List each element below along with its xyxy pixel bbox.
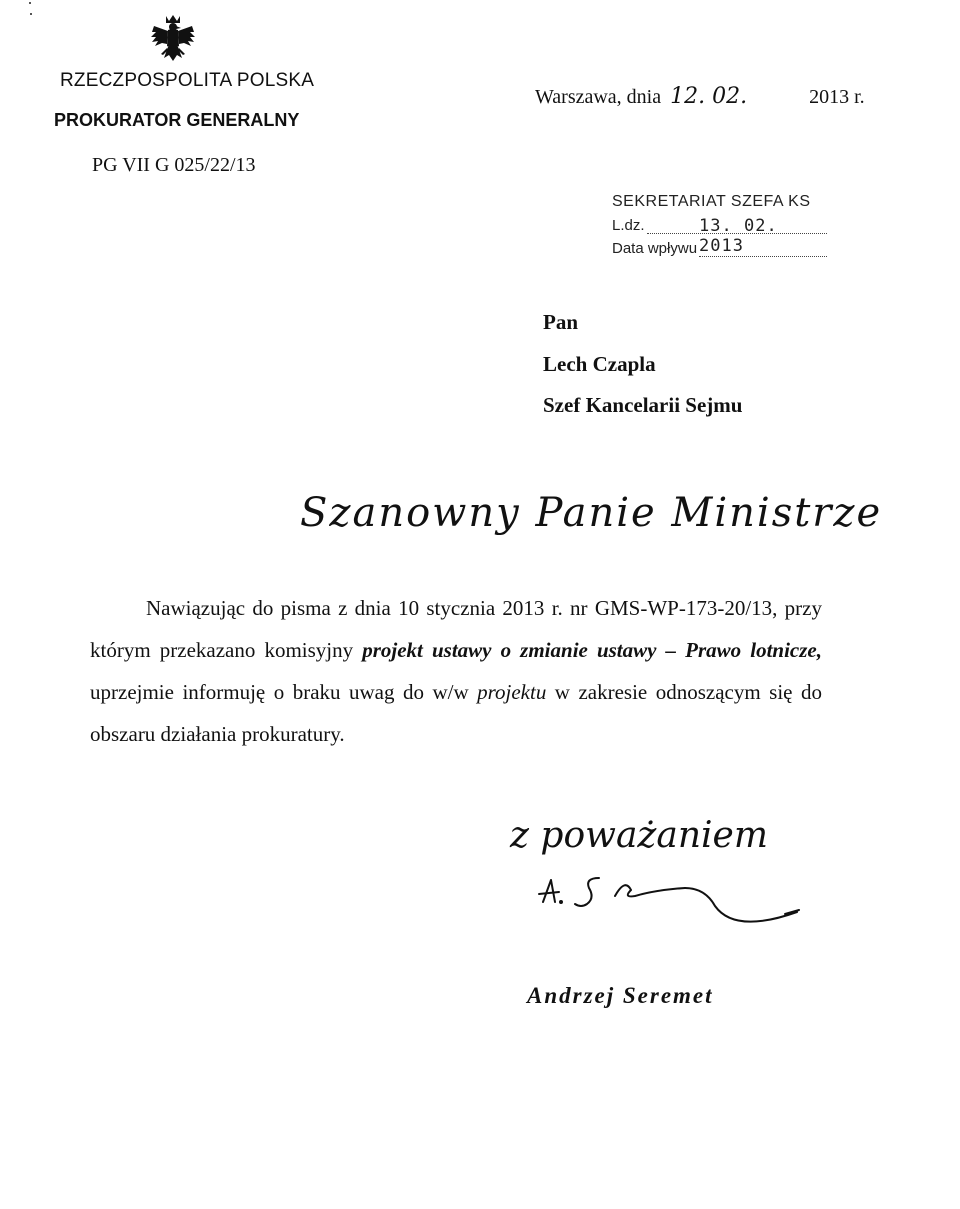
stamp-date-dots xyxy=(699,216,827,257)
case-signature: PG VII G 025/22/13 xyxy=(92,154,256,176)
handwritten-closing: z poważaniem xyxy=(510,815,768,856)
place-date-year: 2013 r. xyxy=(809,86,865,108)
place-and-date xyxy=(535,84,865,109)
body-part-3: w zakresie odnoszącym się do obszaru działania prokuratury. xyxy=(90,680,822,746)
eagle-emblem-icon xyxy=(150,14,196,66)
stamp-date-value: 13. 02. 2013 xyxy=(699,216,778,256)
stamp-title: SEKRETARIAT SZEFA KS xyxy=(612,193,811,210)
place-date-prefix: Warszawa, dnia xyxy=(535,86,662,108)
country-name: RZECZPOSPOLITA POLSKA xyxy=(60,70,315,91)
body-part-2: uprzejmie informuję o braku uwag do w/w xyxy=(90,680,478,704)
handwritten-date: 12. 02. xyxy=(670,84,748,109)
body-project-word: projektu xyxy=(477,680,547,704)
registry-stamp xyxy=(612,193,827,257)
stamp-date-label: Data wpływu xyxy=(612,240,698,257)
addressee-name: Lech Czapla xyxy=(543,352,656,376)
letter-paragraph xyxy=(90,587,822,755)
corner-mark xyxy=(28,0,34,20)
stamp-ldz-label: L.dz. xyxy=(612,217,645,234)
handwritten-salutation: Szanowny Panie Ministrze xyxy=(300,490,883,536)
body-bill-title: projekt ustawy o zmianie ustawy – Prawo lotnicze, xyxy=(362,638,822,662)
body-part-1: Nawiązując do pisma z dnia 10 stycznia 2013 r. nr GMS-WP-173-20/13, przy którym przekazano komisyjny xyxy=(90,596,822,662)
signer-name: Andrzej Seremet xyxy=(527,983,714,1008)
letter-body xyxy=(90,587,822,755)
office-name: PROKURATOR GENERALNY xyxy=(54,110,300,130)
addressee-title: Pan xyxy=(543,310,579,334)
handwritten-signature xyxy=(535,868,815,938)
addressee-position: Szef Kancelarii Sejmu xyxy=(543,393,743,417)
